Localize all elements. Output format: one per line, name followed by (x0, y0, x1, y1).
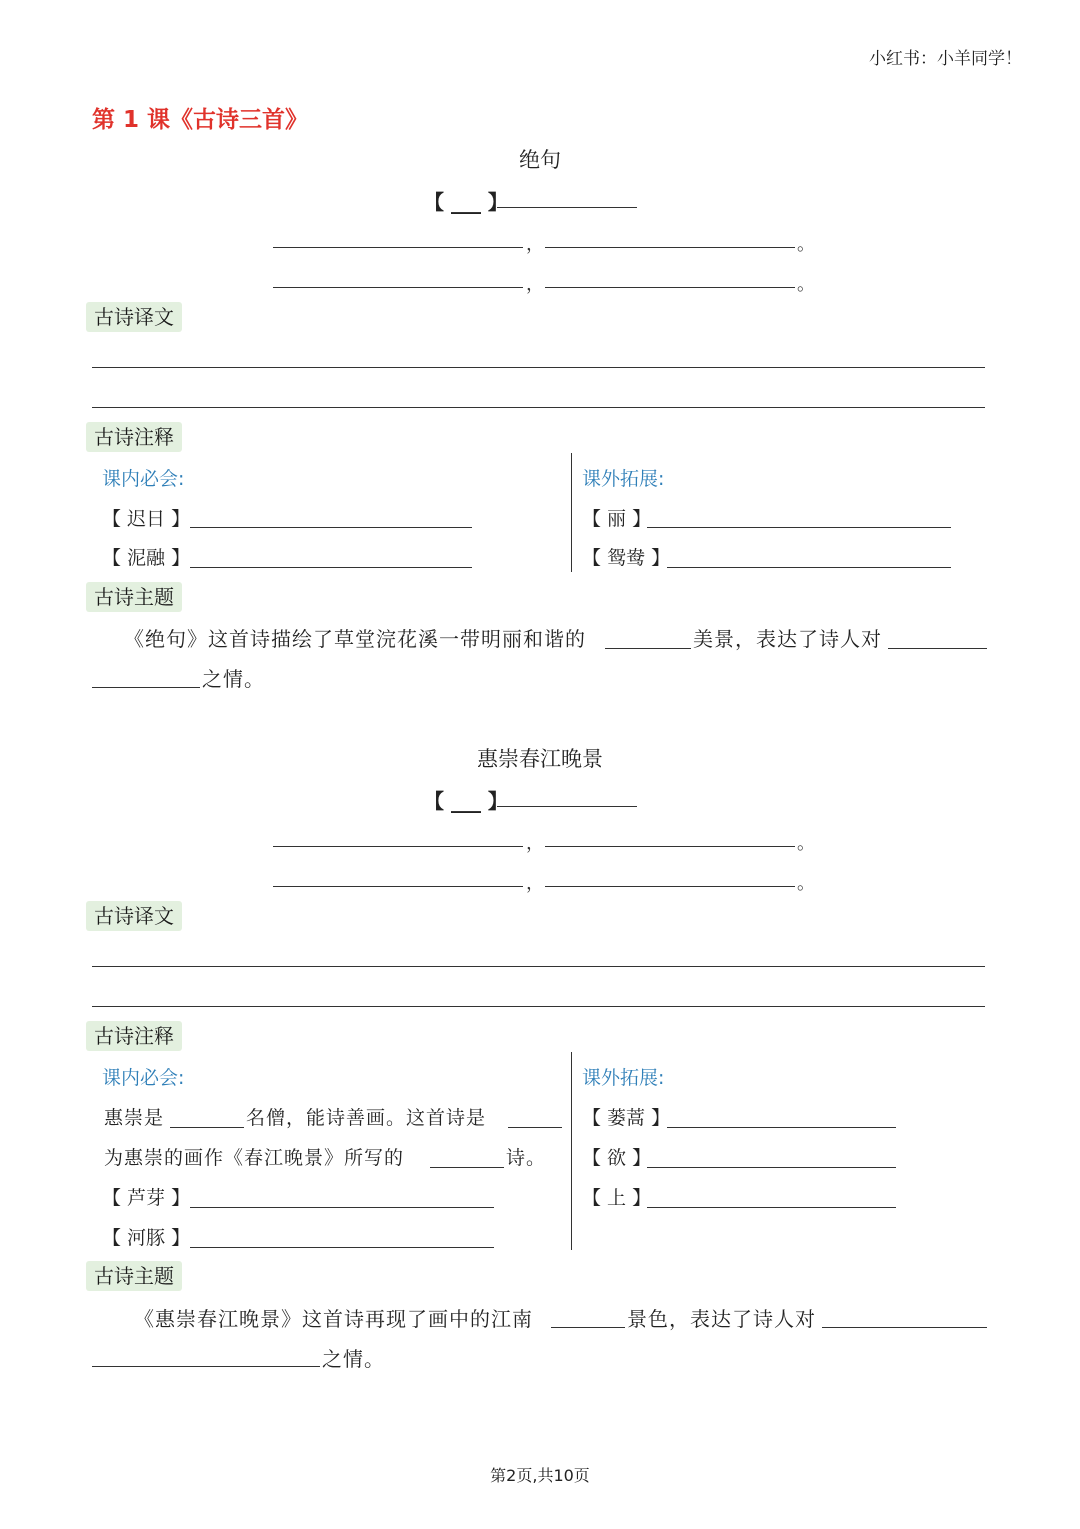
notes-extra-heading: 课外拓展: (582, 1067, 665, 1089)
theme-text: 《惠崇春江晚景》这首诗再现了画中的江南 (134, 1307, 533, 1331)
note-term: 【 河豚 】 (102, 1227, 191, 1249)
page-number: 第2页,共10页 (490, 1466, 590, 1485)
section-translation: 古诗译文 (86, 901, 182, 931)
theme-text: 美景，表达了诗人对 (693, 627, 882, 651)
note-blank[interactable] (667, 1127, 896, 1128)
theme-text: 之情。 (202, 667, 265, 691)
intro-text: 名僧，能诗善画。这首诗是 (246, 1107, 487, 1129)
note-term: 【 鸳鸯 】 (582, 547, 671, 569)
comma: ， (526, 873, 544, 894)
poem-line-blank[interactable] (273, 846, 523, 847)
poem-line-blank[interactable] (545, 247, 795, 248)
comma: ， (526, 274, 544, 295)
translation-line[interactable] (92, 966, 985, 967)
note-blank[interactable] (647, 1207, 896, 1208)
author-bracket: 【 ___ 】 (424, 789, 508, 813)
section-translation: 古诗译文 (86, 302, 182, 332)
note-blank[interactable] (190, 527, 472, 528)
note-term: 【 泥融 】 (102, 547, 191, 569)
intro-blank[interactable] (508, 1127, 562, 1128)
poem-title: 惠崇春江晚景 (477, 747, 603, 771)
note-term: 【 上 】 (582, 1187, 652, 1209)
note-term: 【 蒌蒿 】 (582, 1107, 671, 1129)
period: 。 (797, 873, 815, 894)
note-blank[interactable] (190, 567, 472, 568)
period: 。 (797, 274, 815, 295)
intro-text: 为惠崇的画作《春江晚景》所写的 (104, 1147, 405, 1169)
note-blank[interactable] (667, 567, 951, 568)
theme-blank[interactable] (92, 687, 200, 688)
author-bracket: 【 ___ 】 (424, 190, 508, 214)
intro-text: 惠崇是 (104, 1107, 165, 1129)
theme-blank[interactable] (888, 648, 987, 649)
theme-blank[interactable] (822, 1327, 987, 1328)
lesson-title: 第 1 课《古诗三首》 (92, 107, 309, 133)
translation-line[interactable] (92, 407, 985, 408)
note-term: 【 迟日 】 (102, 508, 191, 530)
notes-divider (571, 453, 572, 572)
poem-line-blank[interactable] (273, 886, 523, 887)
translation-line[interactable] (92, 367, 985, 368)
note-blank[interactable] (647, 1167, 896, 1168)
poem-line-blank[interactable] (273, 247, 523, 248)
theme-blank[interactable] (551, 1327, 625, 1328)
comma: ， (526, 234, 544, 255)
note-blank[interactable] (190, 1207, 494, 1208)
author-blank[interactable] (497, 207, 637, 208)
period: 。 (797, 833, 815, 854)
section-theme: 古诗主题 (86, 582, 182, 612)
poem-line-blank[interactable] (545, 846, 795, 847)
poem-line-blank[interactable] (545, 886, 795, 887)
section-notes: 古诗注释 (86, 422, 182, 452)
period: 。 (797, 234, 815, 255)
theme-text: 景色，表达了诗人对 (627, 1307, 816, 1331)
note-term: 【 欲 】 (582, 1147, 652, 1169)
theme-text: 之情。 (322, 1347, 385, 1371)
notes-extra-heading: 课外拓展: (582, 468, 665, 490)
translation-line[interactable] (92, 1006, 985, 1007)
poem-title: 绝句 (519, 148, 561, 172)
note-blank[interactable] (190, 1247, 494, 1248)
intro-blank[interactable] (170, 1127, 244, 1128)
section-notes: 古诗注释 (86, 1021, 182, 1051)
section-theme: 古诗主题 (86, 1261, 182, 1291)
notes-in-class-heading: 课内必会: (102, 1067, 185, 1089)
comma: ， (526, 833, 544, 854)
intro-text: 诗。 (506, 1147, 547, 1169)
theme-text: 《绝句》这首诗描绘了草堂浣花溪一带明丽和谐的 (124, 627, 586, 651)
author-blank[interactable] (497, 806, 637, 807)
intro-blank[interactable] (430, 1167, 504, 1168)
note-term: 【 芦芽 】 (102, 1187, 191, 1209)
notes-divider (571, 1052, 572, 1250)
poem-line-blank[interactable] (545, 287, 795, 288)
note-blank[interactable] (647, 527, 951, 528)
theme-blank[interactable] (92, 1366, 320, 1367)
poem-line-blank[interactable] (273, 287, 523, 288)
theme-blank[interactable] (605, 648, 691, 649)
note-term: 【 丽 】 (582, 508, 652, 530)
watermark: 小红书：小羊同学！ (869, 49, 1022, 69)
notes-in-class-heading: 课内必会: (102, 468, 185, 490)
